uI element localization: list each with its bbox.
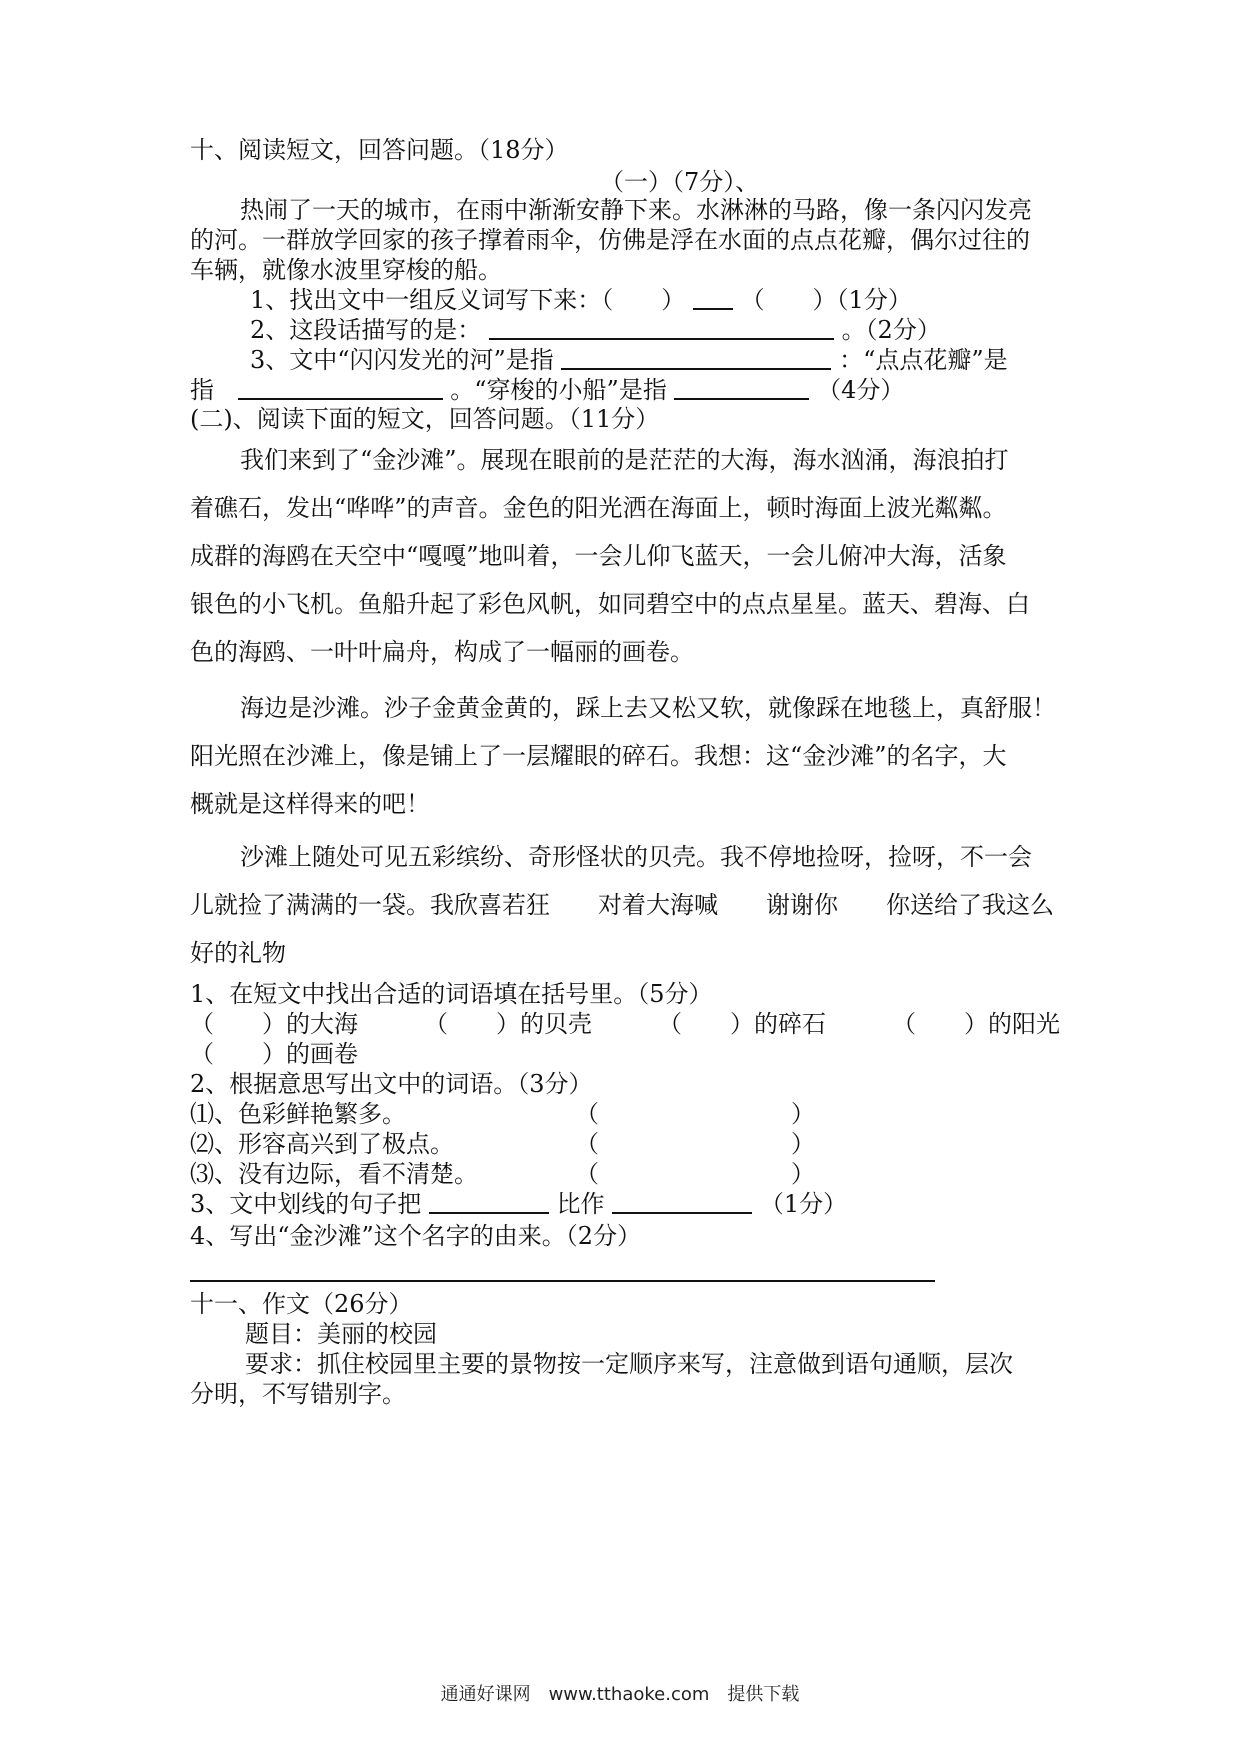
passage1-line-2: 的河。一群放学回家的孩子撑着雨伞，仿佛是浮在水面的点点花瓣，偶尔过往的	[190, 226, 1030, 254]
answer-blank[interactable]	[693, 288, 733, 310]
fill-item[interactable]: （ ）的画卷	[190, 1040, 358, 1068]
answer-blank[interactable]	[489, 318, 834, 340]
passage2-line-1: 我们来到了“金沙滩”。展现在眼前的是茫茫的大海，海水汹涌，海浪拍打	[240, 446, 1009, 474]
question-3-text-4: 。“穿梭的小船”是指	[450, 376, 667, 404]
answer-blank[interactable]	[238, 378, 443, 400]
part-2-title: (二)、阅读下面的短文，回答问题。（11分）	[190, 405, 660, 433]
subquestion-2-item-3	[190, 1160, 1060, 1189]
question-3-cont	[190, 376, 1060, 405]
section-11-title: 十一、作文（26分）	[190, 1290, 413, 1318]
subquestion-2-item-2	[190, 1130, 1060, 1159]
passage2-line-11: 好的礼物	[190, 939, 286, 967]
essay-requirement-1: 要求：抓住校园里主要的景物按一定顺序来写，注意做到语句通顺，层次	[245, 1350, 1013, 1378]
subquestion-3	[190, 1190, 1060, 1219]
item-label: ⑴、色彩鲜艳繁多。	[190, 1100, 406, 1128]
question-2	[250, 316, 1120, 345]
passage1-line-3: 车辆，就像水波里穿梭的船。	[190, 256, 502, 284]
item-label: ⑶、没有边际，看不清楚。	[190, 1160, 478, 1188]
question-2-text: 2、这段话描写的是：	[250, 316, 482, 344]
fill-item[interactable]: （ ）的大海	[190, 1010, 358, 1038]
passage2-line-5: 色的海鸥、一叶叶扁舟，构成了一幅丽的画卷。	[190, 638, 694, 666]
answer-blank[interactable]	[674, 378, 809, 400]
passage1-line-1: 热闹了一天的城市，在雨中渐渐安静下来。水淋淋的马路，像一条闪闪发亮	[240, 196, 1032, 224]
answer-line[interactable]	[190, 1280, 935, 1282]
passage2-line-3: 成群的海鸥在天空中“嘎嘎”地叫着，一会儿仰飞蓝天，一会儿俯冲大海，活象	[190, 542, 1007, 570]
question-3-text-2: ：“点点花瓣”是	[839, 346, 1008, 374]
question-2-score: 。（2分）	[841, 316, 941, 344]
essay-requirement-2: 分明，不写错别字。	[190, 1380, 406, 1408]
answer-paren[interactable]: （ ）	[575, 1130, 815, 1158]
subquestion-2: 2、根据意思写出文中的词语。（3分）	[190, 1070, 593, 1098]
question-1	[250, 286, 1120, 315]
subquestion-1: 1、在短文中找出合适的词语填在括号里。（5分）	[190, 980, 713, 1008]
answer-blank[interactable]	[561, 348, 831, 370]
passage2-line-4: 银色的小飞机。鱼船升起了彩色风帆，如同碧空中的点点星星。蓝天、碧海、白	[190, 590, 1030, 618]
question-3-text: 3、文中“闪闪发光的河”是指	[250, 346, 554, 374]
answer-paren[interactable]: （ ）	[575, 1160, 815, 1188]
subquestion-2-item-1	[190, 1100, 1060, 1129]
question-3	[250, 346, 1120, 375]
subquestion-3-text: 3、文中划线的句子把	[190, 1190, 422, 1218]
fill-item[interactable]: （ ）的阳光	[892, 1010, 1060, 1038]
answer-paren[interactable]: （ ）	[575, 1100, 815, 1128]
section-10-title: 十、阅读短文，回答问题。（18分）	[190, 136, 569, 164]
question-1-score: （ ）（1分）	[740, 286, 912, 314]
passage2-line-8: 概就是这样得来的吧！	[190, 790, 430, 818]
subquestion-1-items	[190, 1010, 1060, 1039]
passage2-line-6: 海边是沙滩。沙子金黄金黄的，踩上去又松又软，就像踩在地毯上，真舒服！	[240, 694, 1056, 722]
question-1-text: 1、找出文中一组反义词写下来：（ ）	[250, 286, 686, 314]
question-3-text-3: 指	[190, 376, 214, 404]
subquestion-3-text-2: 比作	[556, 1190, 605, 1218]
passage2-line-9: 沙滩上随处可见五彩缤纷、奇形怪状的贝壳。我不停地捡呀，捡呀，不一会	[240, 843, 1032, 871]
essay-topic: 题目：美丽的校园	[245, 1320, 437, 1348]
subquestion-4: 4、写出“金沙滩”这个名字的由来。（2分）	[190, 1222, 642, 1250]
subquestion-3-score: （1分）	[759, 1190, 848, 1218]
passage2-line-7: 阳光照在沙滩上，像是铺上了一层耀眼的碎石。我想：这“金沙滩”的名字，大	[190, 742, 1007, 770]
part-1-title: （一）（7分）、	[600, 168, 760, 196]
footer-credit: 通通好课网 www.tthaoke.com 提供下载	[440, 1684, 800, 1705]
passage2-line-2: 着礁石，发出“哗哗”的声音。金色的阳光洒在海面上，顿时海面上波光粼粼。	[190, 494, 1007, 522]
passage2-line-10: 儿就捡了满满的一袋。我欣喜若狂 对着大海喊 谢谢你 你送给了我这么	[190, 891, 1054, 919]
item-label: ⑵、形容高兴到了极点。	[190, 1130, 454, 1158]
fill-item[interactable]: （ ）的贝壳	[424, 1010, 592, 1038]
answer-blank[interactable]	[612, 1192, 752, 1214]
question-3-score: （4分）	[817, 376, 905, 404]
fill-item[interactable]: （ ）的碎石	[658, 1010, 826, 1038]
answer-blank[interactable]	[429, 1192, 549, 1214]
